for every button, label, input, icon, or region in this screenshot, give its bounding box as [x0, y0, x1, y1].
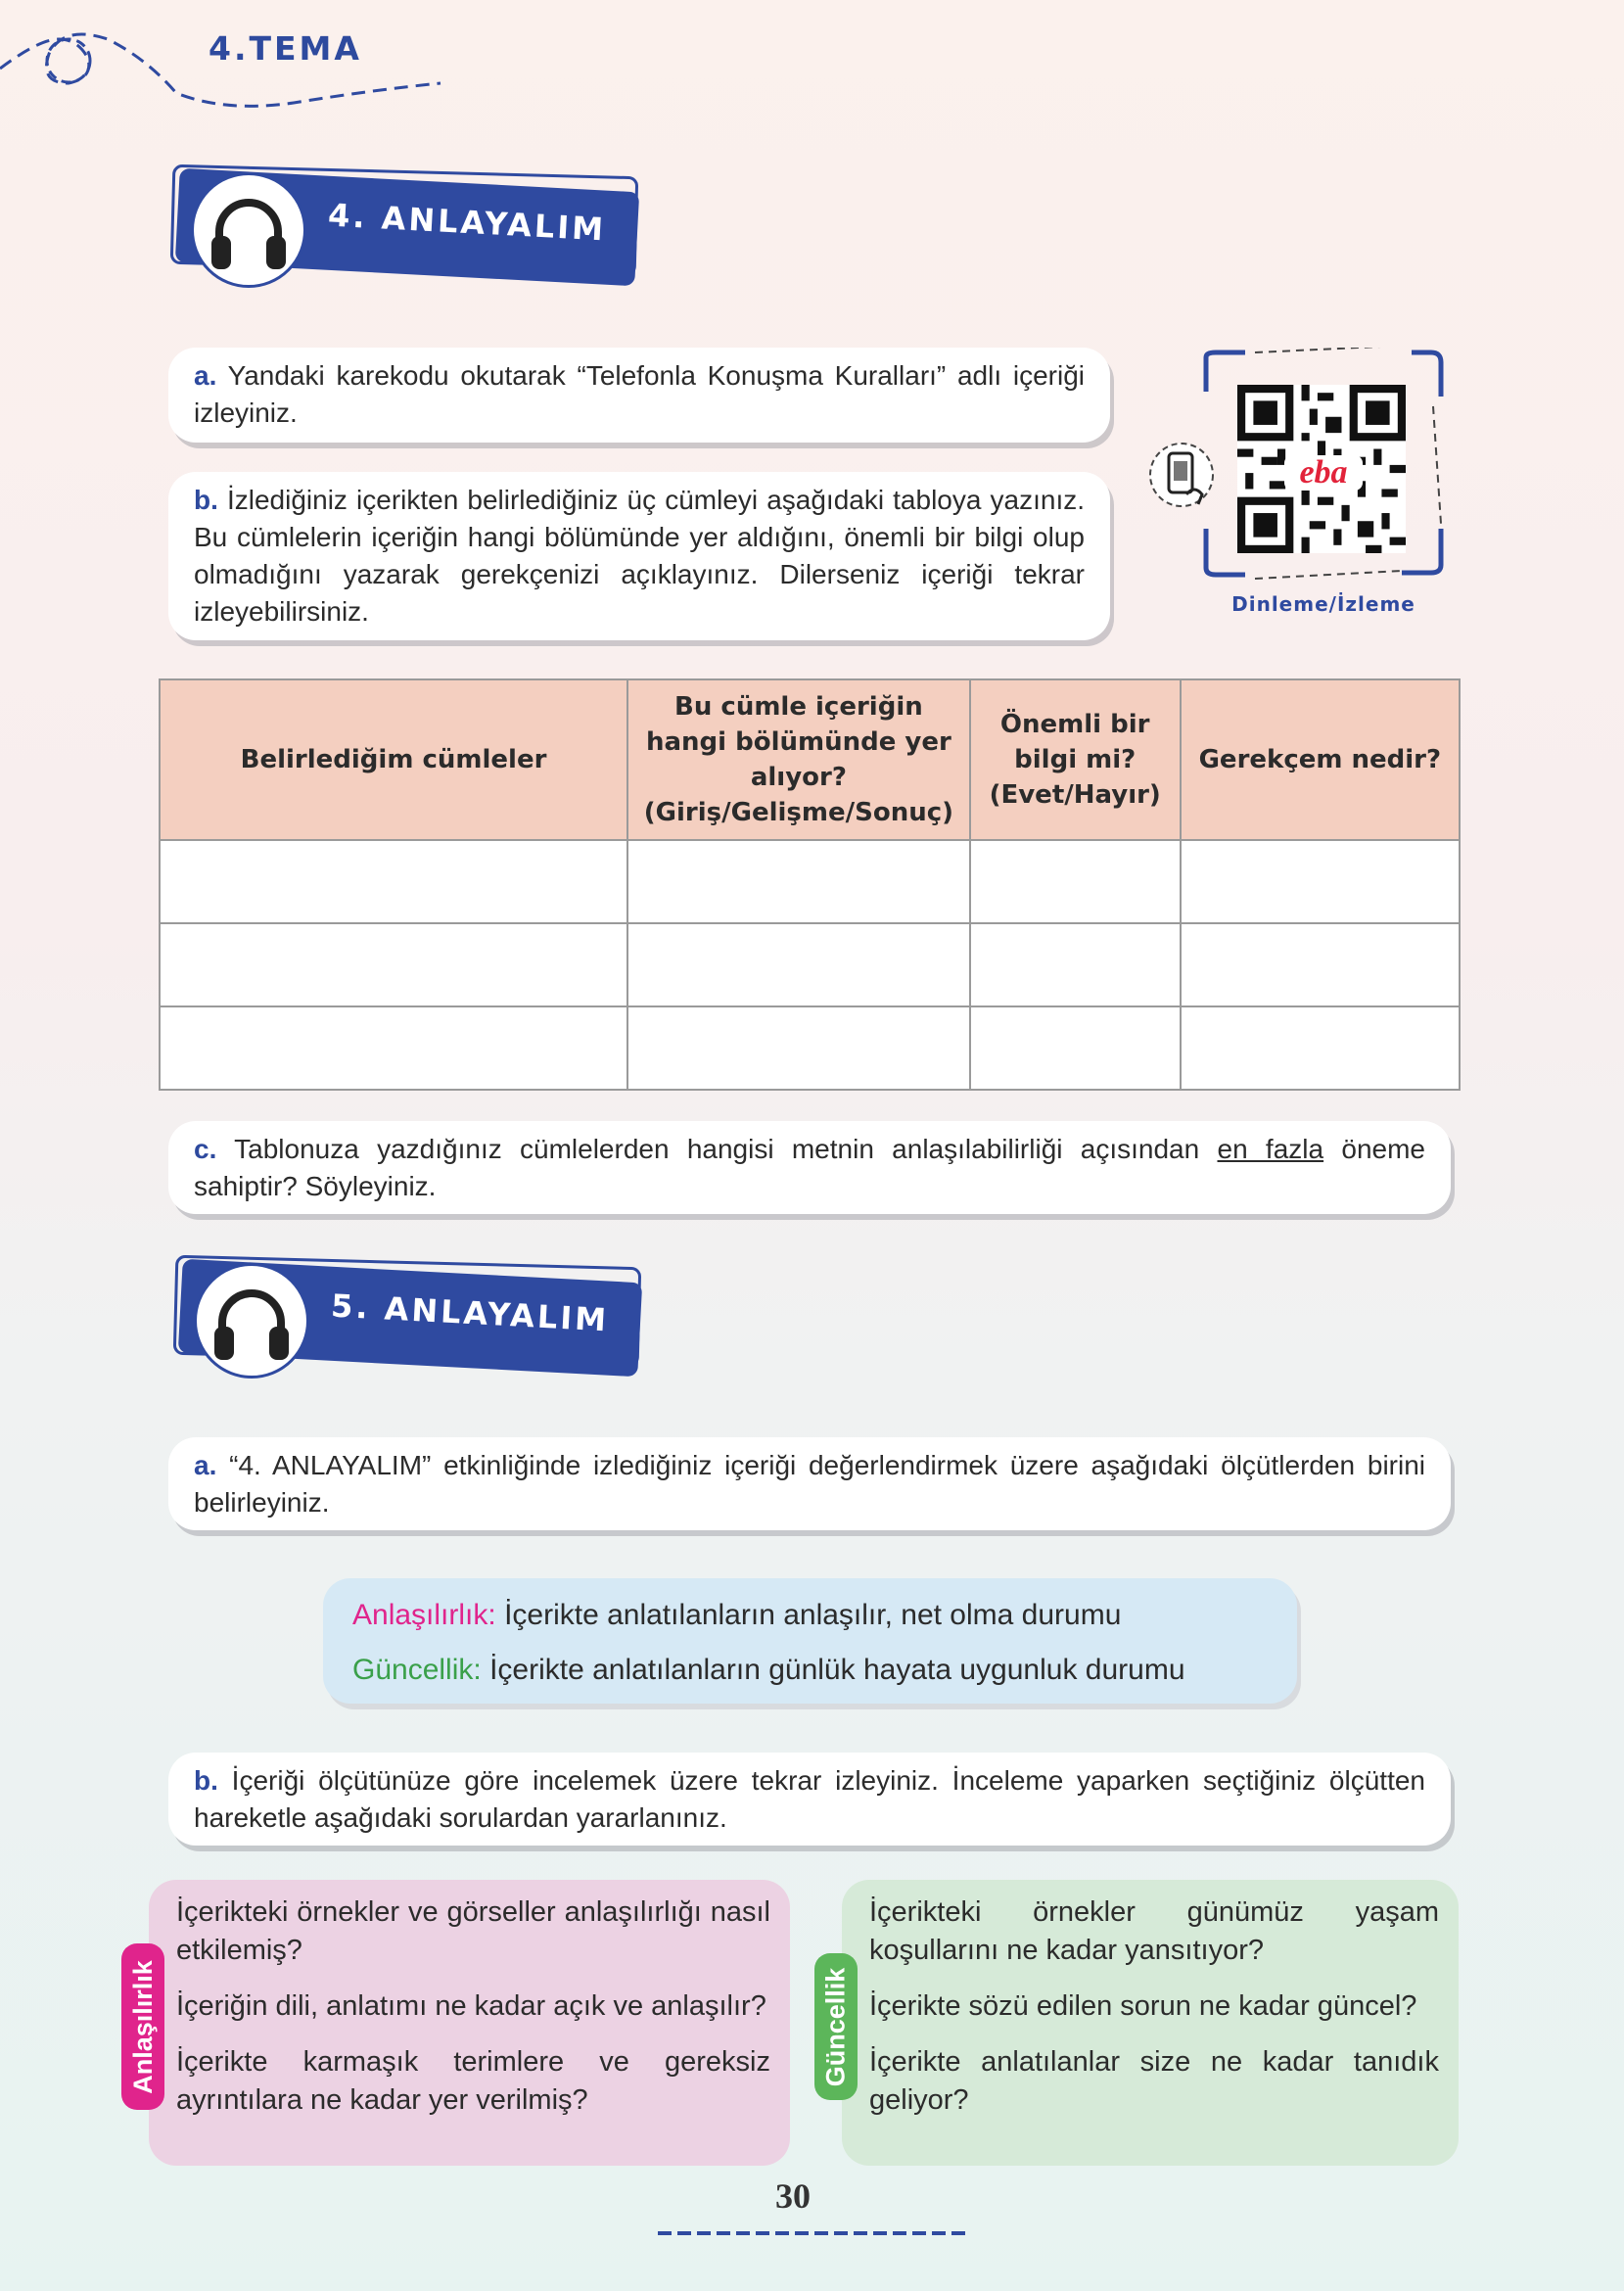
- section4-item-b: b. İzlediğiniz içerikten belirlediğiniz üç cümleyi aşağıdaki tabloya yazınız. Bu cümlelerin içeriğin hangi bölümünde yer aldığını, önemli bir bilgi olup olmadığını yazarak gerekçenizi açıklayınız. Dilerseniz içeriği tekrar izleyebilirsiniz.: [168, 472, 1110, 640]
- section4-title: 4. ANLAYALIM: [327, 196, 608, 249]
- question-item: İçerikteki örnekler günümüz yaşam koşullarını ne kadar yansıtıyor?: [869, 1896, 1439, 1966]
- question-item: İçerikteki örnekler ve görseller anlaşılırlığı nasıl etkilemiş?: [176, 1896, 770, 1966]
- criteria-guncellik: Güncellik: İçerikte anlatılanların günlük hayata uygunluk durumu: [352, 1654, 1185, 1686]
- criteria-anlasilirlik: Anlaşılırlık: İçerikte anlatılanların anlaşılır, net olma durumu: [352, 1599, 1122, 1631]
- qr-code-block[interactable]: [1147, 348, 1451, 631]
- table-cell[interactable]: [627, 840, 970, 923]
- table-cell[interactable]: [1181, 923, 1460, 1006]
- question-item: İçerikte karmaşık terimlere ve gereksiz ayrıntılara ne kadar yer verilmiş?: [176, 2046, 770, 2116]
- table-header-cell: Önemli bir bilgi mi? (Evet/Hayır): [970, 679, 1181, 840]
- tema-heading: 4.TEMA: [209, 29, 362, 68]
- section5-item-b: b. İçeriği ölçütünüze göre incelemek üzere tekrar izleyiniz. İnceleme yaparken seçtiğiniz ölçütten hareketle aşağıdaki sorulardan yararlanınız.: [168, 1753, 1451, 1846]
- section4-item-c: c. Tablonuza yazdığınız cümlelerden hangisi metnin anlaşılabilirliği açısından en fazla öneme sahiptir? Söyleyiniz.: [168, 1121, 1451, 1214]
- table-row: [160, 923, 1460, 1006]
- table-cell[interactable]: [627, 923, 970, 1006]
- table-cell[interactable]: [970, 923, 1181, 1006]
- footer-dash-decoration: [656, 2227, 969, 2239]
- section4-banner: [162, 164, 641, 280]
- table-cell[interactable]: [970, 840, 1181, 923]
- section4-item-a: a. Yandaki karekodu okutarak “Telefonla Konuşma Kuralları” adlı içeriği izleyiniz.: [168, 348, 1110, 443]
- table-cell[interactable]: [1181, 1006, 1460, 1090]
- table-header-cell: Bu cümle içeriğin hangi bölümünde yer alıyor? (Giriş/Gelişme/Sonuç): [627, 679, 970, 840]
- table-cell[interactable]: [970, 1006, 1181, 1090]
- guncellik-questions: [842, 1880, 1459, 2166]
- criteria-box: [323, 1578, 1297, 1704]
- section5-banner: [164, 1255, 644, 1371]
- table-cell[interactable]: [1181, 840, 1460, 923]
- question-item: İçerikte sözü edilen sorun ne kadar güncel?: [869, 1990, 1417, 2022]
- guncellik-tab: Güncellik: [814, 1953, 858, 2100]
- table-header-row: [160, 679, 1460, 840]
- anlasilirlik-questions: [149, 1880, 790, 2166]
- table-header-cell: Gerekçem nedir?: [1181, 679, 1460, 840]
- qr-caption: Dinleme/İzleme: [1231, 592, 1415, 616]
- section5-a-text: “4. ANLAYALIM” etkinliğinde izlediğiniz içeriği değerlendirmek üzere aşağıdaki ölçütlerden birini belirleyiniz.: [194, 1450, 1426, 1518]
- sentence-table: [159, 678, 1461, 1091]
- section5-b-text: İçeriği ölçütünüze göre incelemek üzere tekrar izleyiniz. İnceleme yaparken seçtiğiniz ölçütten hareketle aşağıdaki sorulardan yararlanınız.: [194, 1765, 1426, 1833]
- emphasis-underline: en fazla: [1217, 1134, 1324, 1164]
- headphones-icon: [194, 1263, 309, 1379]
- question-item: İçerikte anlatılanlar size ne kadar tanıdık geliyor?: [869, 2046, 1439, 2116]
- table-cell[interactable]: [160, 923, 627, 1006]
- table-cell[interactable]: [627, 1006, 970, 1090]
- table-row: [160, 1006, 1460, 1090]
- eba-logo: eba: [1284, 455, 1363, 491]
- section4-a-text: Yandaki karekodu okutarak “Telefonla Konuşma Kuralları” adlı içeriği izleyiniz.: [194, 360, 1085, 428]
- table-cell[interactable]: [160, 1006, 627, 1090]
- page-number: 30: [775, 2176, 811, 2216]
- section5-title: 5. ANLAYALIM: [330, 1286, 611, 1339]
- table-cell[interactable]: [160, 840, 627, 923]
- headphones-icon: [191, 172, 306, 288]
- table-header-cell: Belirlediğim cümleler: [160, 679, 627, 840]
- anlasilirlik-tab: Anlaşılırlık: [121, 1943, 164, 2110]
- section5-item-a: a. “4. ANLAYALIM” etkinliğinde izlediğiniz içeriği değerlendirmek üzere aşağıdaki ölçütlerden birini belirleyiniz.: [168, 1437, 1451, 1530]
- table-row: [160, 840, 1460, 923]
- section4-b-text: İzlediğiniz içerikten belirlediğiniz üç cümleyi aşağıdaki tabloya yazınız. Bu cümlelerin içeriğin hangi bölümünde yer aldığını, önemli bir bilgi olup olmadığını yazarak gerekçenizi açıklayınız. Dilerseniz içeriği tekrar izleyebilirsiniz.: [194, 485, 1085, 627]
- question-item: İçeriğin dili, anlatımı ne kadar açık ve anlaşılır?: [176, 1990, 766, 2022]
